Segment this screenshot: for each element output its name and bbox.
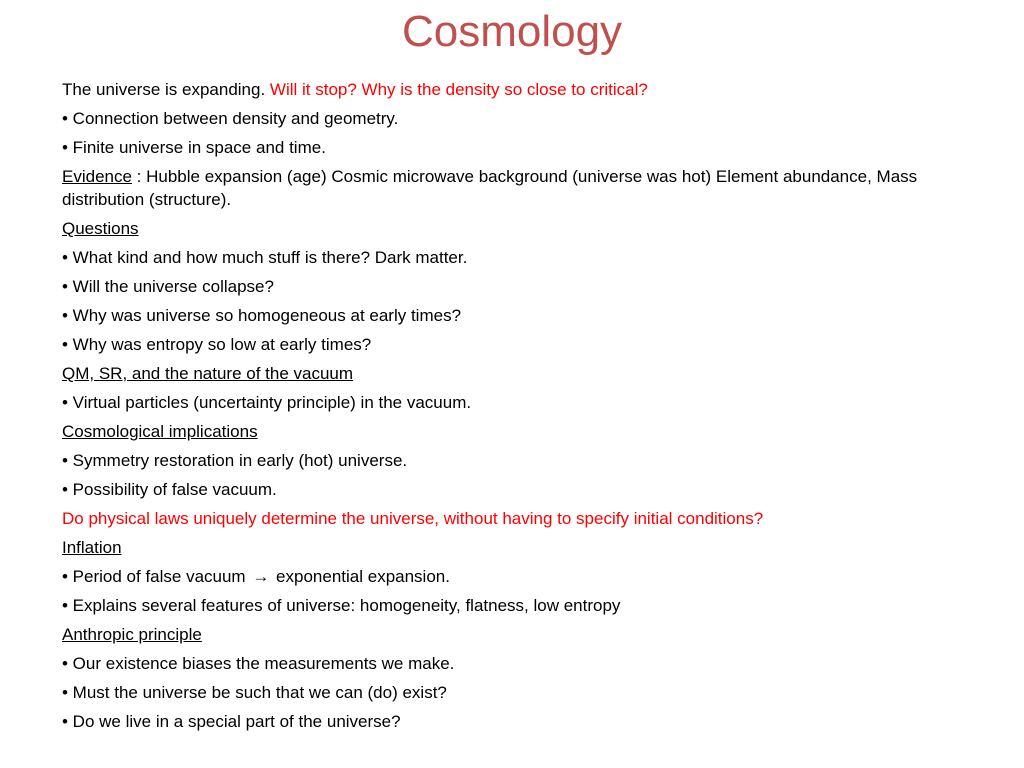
- inflation-bullet-text: • Period of false vacuum: [62, 567, 251, 586]
- slide-body: [62, 78, 962, 739]
- inflation-bullet-text: exponential expansion.: [271, 567, 450, 586]
- qm-bullet: • Virtual particles (uncertainty principle) in the vacuum.: [62, 393, 472, 412]
- evidence-line: [62, 165, 962, 211]
- questions-heading: Questions: [62, 219, 139, 238]
- intro-text: The universe is expanding.: [62, 80, 270, 99]
- intro-bullet: • Finite universe in space and time.: [62, 138, 326, 157]
- questions-bullet: • Will the universe collapse?: [62, 277, 274, 296]
- slide-title: Cosmology: [401, 7, 623, 56]
- physical-laws-question: Do physical laws uniquely determine the universe, without having to specify initial conditions?: [62, 509, 764, 528]
- questions-bullet: • Why was universe so homogeneous at early times?: [62, 306, 462, 325]
- questions-bullet: • Why was entropy so low at early times?: [62, 335, 372, 354]
- inflation-heading: Inflation: [62, 538, 122, 557]
- anthropic-heading: Anthropic principle: [62, 625, 202, 644]
- qm-heading: QM, SR, and the nature of the vacuum: [62, 364, 354, 383]
- anthropic-bullet: • Our existence biases the measurements we make.: [62, 654, 455, 673]
- cosmological-bullet: • Possibility of false vacuum.: [62, 480, 277, 499]
- inflation-bullet: [62, 565, 962, 588]
- inflation-bullet: • Explains several features of universe: homogeneity, flatness, low entropy: [62, 596, 621, 615]
- cosmological-bullet: • Symmetry restoration in early (hot) universe.: [62, 451, 408, 470]
- intro-line: [62, 78, 962, 101]
- right-arrow-icon: →: [252, 567, 270, 586]
- anthropic-bullet: • Do we live in a special part of the universe?: [62, 712, 401, 731]
- intro-bullet: • Connection between density and geometry.: [62, 109, 399, 128]
- anthropic-bullet: • Must the universe be such that we can (do) exist?: [62, 683, 447, 702]
- evidence-label: Evidence: [62, 167, 132, 186]
- evidence-text: : Hubble expansion (age) Cosmic microwave background (universe was hot) Element abundance, Mass distribution (structure).: [62, 167, 918, 209]
- questions-bullet: • What kind and how much stuff is there? Dark matter.: [62, 248, 468, 267]
- intro-question: Will it stop? Why is the density so close to critical?: [269, 80, 648, 99]
- cosmological-heading: Cosmological implications: [62, 422, 258, 441]
